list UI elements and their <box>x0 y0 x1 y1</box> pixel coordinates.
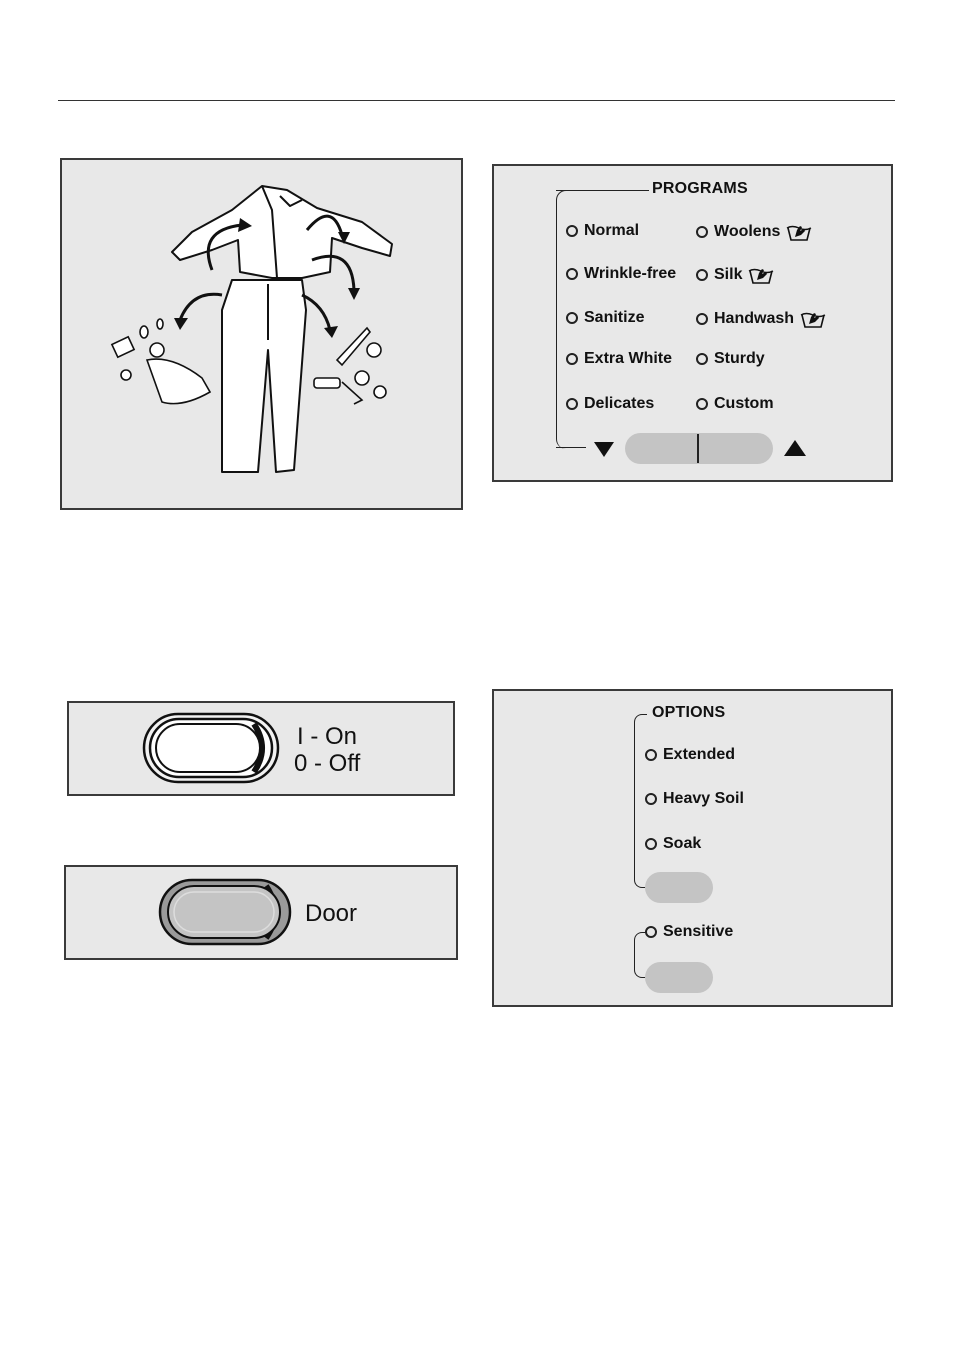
program-woolens[interactable] <box>696 222 812 242</box>
power-button[interactable] <box>142 712 282 784</box>
led-indicator <box>696 226 708 238</box>
selector-divider <box>697 434 699 463</box>
handwash-tub-icon <box>800 309 826 329</box>
program-label: Sanitize <box>584 309 645 326</box>
power-on-label: I - On <box>297 723 358 750</box>
programs-bracket-bottom <box>556 447 586 448</box>
program-selector-button[interactable] <box>625 433 773 464</box>
program-label: Sturdy <box>714 350 765 367</box>
led-indicator <box>645 793 657 805</box>
program-handwash[interactable] <box>696 309 826 329</box>
led-indicator <box>566 268 578 280</box>
led-indicator <box>566 353 578 365</box>
door-label: Door <box>305 900 358 927</box>
program-sturdy[interactable] <box>696 350 765 368</box>
programs-panel <box>492 164 893 482</box>
empty-pockets-illustration <box>60 158 463 510</box>
program-wrinkle-free[interactable] <box>566 265 676 283</box>
power-off-label: 0 - Off <box>294 750 361 777</box>
programs-bracket-top <box>556 190 644 191</box>
led-indicator <box>696 313 708 325</box>
program-label: Handwash <box>714 310 795 327</box>
option-label: Extended <box>663 746 736 763</box>
option-sensitive[interactable] <box>645 923 733 941</box>
led-indicator <box>696 353 708 365</box>
triangle-up-icon[interactable] <box>784 440 806 456</box>
options-panel <box>492 689 893 1007</box>
options-button[interactable] <box>645 872 713 903</box>
program-normal[interactable] <box>566 222 639 240</box>
option-extended[interactable] <box>645 746 735 764</box>
option-label: Sensitive <box>663 923 734 940</box>
sensitive-button[interactable] <box>645 962 713 993</box>
option-heavy-soil[interactable] <box>645 790 744 808</box>
program-label: Wrinkle-free <box>584 265 677 282</box>
program-label: Delicates <box>584 395 655 412</box>
program-extra-white[interactable] <box>566 350 672 368</box>
program-silk[interactable] <box>696 265 774 285</box>
clothing-illustration-icon <box>62 160 461 508</box>
option-soak[interactable] <box>645 835 701 853</box>
led-indicator <box>566 312 578 324</box>
led-indicator <box>645 926 657 938</box>
led-indicator <box>696 269 708 281</box>
header-rule <box>58 100 895 101</box>
led-indicator <box>645 838 657 850</box>
option-label: Heavy Soil <box>663 790 744 807</box>
option-label: Soak <box>663 835 702 852</box>
program-delicates[interactable] <box>566 395 654 413</box>
options-title: OPTIONS <box>652 704 726 721</box>
program-custom[interactable] <box>696 395 774 413</box>
program-label: Woolens <box>714 223 781 240</box>
led-indicator <box>696 398 708 410</box>
door-button[interactable] <box>158 878 294 948</box>
handwash-tub-icon <box>748 265 774 285</box>
power-switch-panel <box>67 701 455 796</box>
program-label: Silk <box>714 266 743 283</box>
led-indicator <box>645 749 657 761</box>
led-indicator <box>566 225 578 237</box>
program-label: Normal <box>584 222 640 239</box>
triangle-down-icon[interactable] <box>594 442 614 457</box>
handwash-tub-icon <box>786 222 812 242</box>
program-label: Custom <box>714 395 774 412</box>
led-indicator <box>566 398 578 410</box>
programs-title: PROGRAMS <box>652 180 748 197</box>
door-panel <box>64 865 458 960</box>
program-sanitize[interactable] <box>566 309 644 327</box>
program-label: Extra White <box>584 350 673 367</box>
